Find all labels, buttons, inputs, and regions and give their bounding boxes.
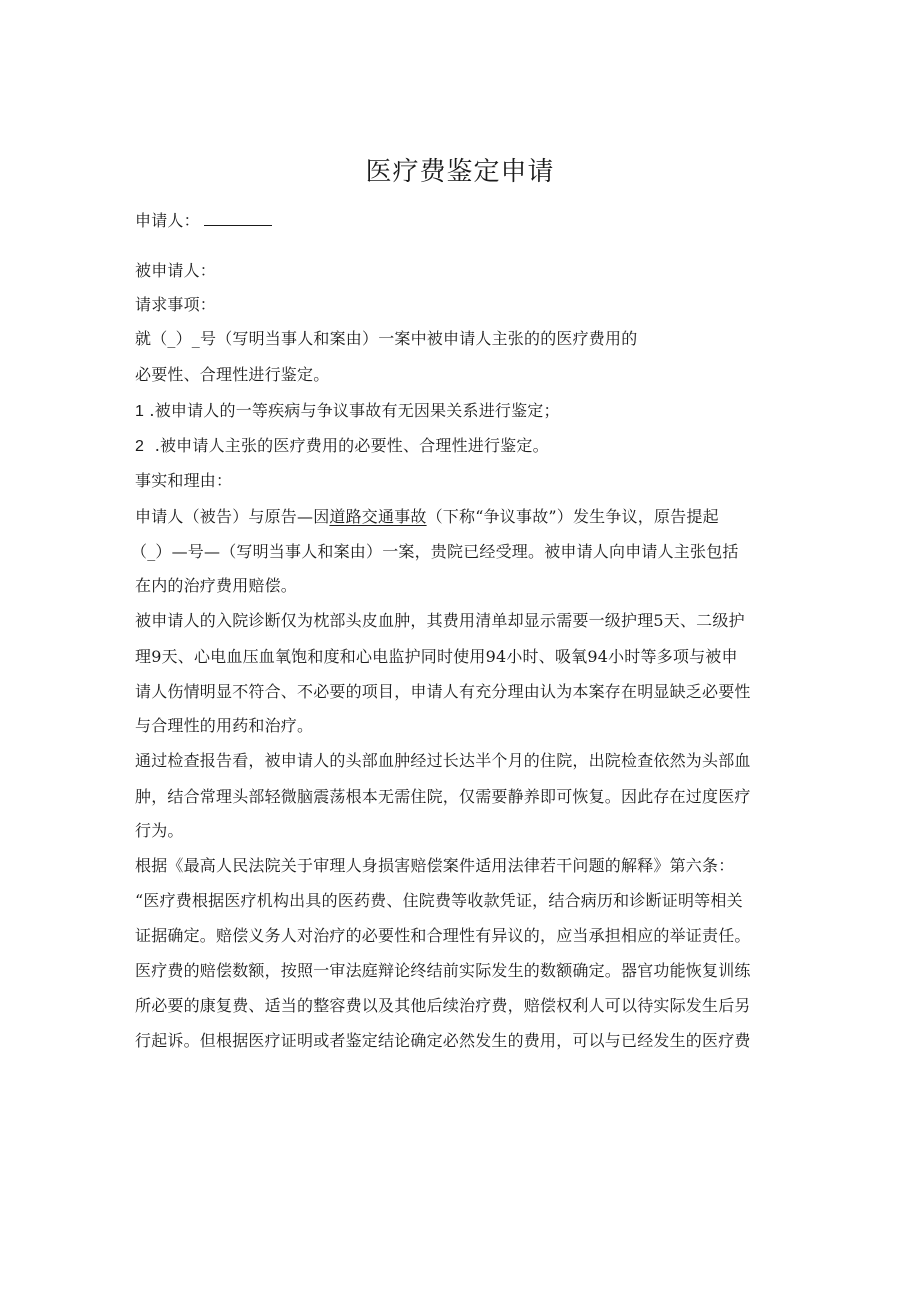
paragraph-line: 通过检查报告看，被申请人的头部血肿经过长达半个月的住院，出院检查依然为头部血 bbox=[135, 751, 751, 770]
paragraph-line: 被申请人的入院诊断仅为枕部头皮血肿，其费用清单却显示需要一级护理5天、二级护 bbox=[135, 611, 745, 630]
text-span: （下称“争议事故”）发生争议，原告提起 bbox=[426, 507, 719, 526]
request-item-2 bbox=[135, 435, 549, 458]
request-item-1 bbox=[135, 400, 560, 423]
paragraph-line: 证据确定。赔偿义务人对治疗的必要性和合理性有异议的，应当承担相应的举证责任。 bbox=[135, 926, 751, 945]
paragraph-line: 请人伤情明显不符合、不必要的项目，申请人有充分理由认为本案存在明显缺乏必要性 bbox=[135, 682, 751, 701]
text-span: 申请人（被告）与原告—因 bbox=[135, 507, 330, 526]
paragraph-line: 医疗费的赔偿数额，按照一审法庭辩论终结前实际发生的数额确定。器官功能恢复训练 bbox=[135, 961, 751, 980]
document-title: 医疗费鉴定申请 bbox=[365, 157, 555, 187]
item-text: .被申请人的一等疾病与争议事故有无因果关系进行鉴定； bbox=[149, 401, 560, 420]
applicant-label: 申请人： bbox=[135, 211, 200, 230]
paragraph-line: 理9天、心电血压血氧饱和度和心电监护同时使用94小时、吸氧94小时等多项与被申 bbox=[135, 647, 738, 666]
paragraph-line: 根据《最高人民法院关于审理人身损害赔偿案件适用法律若干问题的解释》第六条： bbox=[135, 856, 735, 875]
item-text: .被申请人主张的医疗费用的必要性、合理性进行鉴定。 bbox=[154, 436, 549, 455]
paragraph-line: 肿，结合常理头部轻微脑震荡根本无需住院，仅需要静养即可恢复。因此存在过度医疗 bbox=[135, 787, 751, 806]
applicant-line bbox=[135, 209, 272, 232]
paragraph-line: 行为。 bbox=[135, 821, 184, 840]
item-number: 1 bbox=[135, 403, 145, 420]
paragraph-line: （_）—号—（写明当事人和案由）一案，贵院已经受理。被申请人向申请人主张包括 bbox=[131, 542, 739, 561]
paragraph-line: 行起诉。但根据医疗证明或者鉴定结论确定必然发生的费用，可以与已经发生的医疗费 bbox=[135, 1031, 751, 1050]
request-heading: 请求事项： bbox=[135, 295, 217, 314]
paragraph-line: 所必要的康复费、适当的整容费以及其他后续治疗费，赔偿权利人可以待实际发生后另 bbox=[135, 996, 751, 1015]
paragraph-line: “医疗费根据医疗机构出具的医药费、住院费等收款凭证，结合病历和诊断证明等相关 bbox=[135, 891, 743, 910]
applicant-blank bbox=[204, 209, 272, 226]
paragraph-line bbox=[135, 506, 719, 528]
paragraph-line: 与合理性的用药和治疗。 bbox=[135, 716, 314, 735]
item-number: 2 bbox=[135, 438, 145, 455]
respondent-label: 被申请人： bbox=[135, 261, 217, 280]
facts-heading: 事实和理由： bbox=[135, 471, 233, 490]
underlined-text: 道路交通事故 bbox=[329, 507, 427, 526]
paragraph-line: 在内的治疗费用赔偿。 bbox=[135, 576, 298, 595]
request-text-line: 就（_）_号（写明当事人和案由）一案中被申请人主张的的医疗费用的 bbox=[135, 329, 638, 348]
request-text-line: 必要性、合理性进行鉴定。 bbox=[135, 365, 330, 384]
